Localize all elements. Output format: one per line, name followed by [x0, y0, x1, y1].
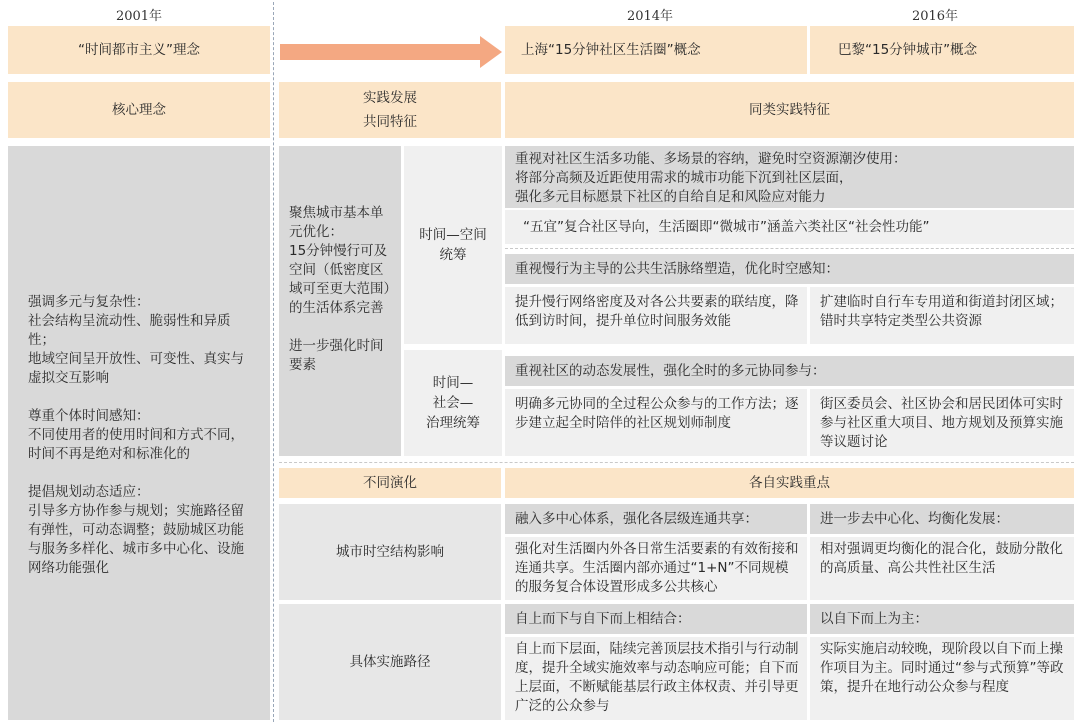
timeline-arrow-icon: [280, 36, 502, 68]
structure-impact-label-box: [279, 504, 501, 600]
practice-header: [279, 82, 501, 138]
slow-paris-box: 扩建临时自行车专用道和街道封闭区域；错时共享特定类型公共资源: [810, 287, 1074, 344]
ts-note-text: “五宜”复合社区导向，生活圈即“微城市”涵盖六类社区“社会性功能”: [523, 218, 930, 235]
slow-summary-text: 重视慢行为主导的公共生活脉络塑造，优化时空感知：: [515, 260, 839, 277]
dimension-time-society: 时间— 社会— 治理统筹: [404, 350, 502, 456]
year-2001: 2001年: [115, 9, 163, 24]
similar-features-header: [505, 82, 1074, 138]
practice-header-line2: 共同特征: [363, 114, 417, 130]
concept-paris-label: 巴黎“15分钟城市”概念: [838, 41, 978, 58]
year-2016: 2016年: [911, 9, 959, 24]
diff-evolution-label: 不同演化: [363, 474, 417, 491]
gov-paris-box: 街区委员会、社区协会和居民团体可实时参与社区重大项目、地方规划及预算实施等议题讨论: [810, 389, 1074, 456]
dimension-time-space: 时间—空间 统筹: [404, 146, 502, 344]
structure-impact-label: 城市时空结构影响: [336, 543, 444, 560]
path-paris-title: 以自下而上为主：: [820, 610, 928, 627]
own-focus-header: [505, 468, 1074, 498]
section-divider: [279, 462, 1074, 463]
concept-2001-box: [8, 26, 270, 74]
structure-shanghai-title-box: [505, 504, 807, 534]
concept-shanghai-box: [505, 26, 807, 74]
structure-paris-title: 进一步去中心化、均衡化发展：: [820, 510, 1009, 527]
slow-shanghai-box: 提升慢行网络密度及对各公共要素的联结度，降低到访时间，提升单位时间服务效能: [505, 287, 807, 344]
path-shanghai-title-box: [505, 604, 807, 634]
year-2014: 2014年: [626, 9, 674, 24]
gov-shanghai-box: 明确多元协同的全过程公众参与的工作方法；逐步建立起全时陪伴的社区规划师制度: [505, 389, 807, 456]
structure-paris-title-box: [810, 504, 1074, 534]
slow-summary-box: [505, 254, 1074, 284]
gov-summary-box: [505, 356, 1074, 386]
core-concept-panel: [8, 146, 270, 720]
path-paris-text: 实际实施启动较晚，现阶段以自下而上操作项目为主。同时通过“参与式预算”等政策，提升在地行动公众参与程度: [810, 637, 1074, 720]
structure-paris-text: 相对强调更均衡化的混合化，鼓励分散化的高质量、高公共性社区生活: [810, 537, 1074, 600]
path-paris-title-box: [810, 604, 1074, 634]
structure-shanghai-title: 融入多中心体系，强化各层级连通共享：: [515, 510, 758, 527]
timeline-divider: [273, 2, 274, 722]
concept-shanghai-label: 上海“15分钟社区生活圈”概念: [521, 41, 701, 58]
ts-summary-box: 重视对社区生活多功能、多场景的容纳，避免时空资源潮汐使用： 将部分高频及近距使用需求的城市功能下沉到社区层面， 强化多元目标愿景下社区的自给自足和风险应对能力: [505, 146, 1074, 208]
ts-divider: [505, 248, 1074, 249]
ts-note-box: [505, 210, 1074, 244]
path-shanghai-title: 自上而下与自下而上相结合：: [515, 610, 691, 627]
diff-evolution-header: [279, 468, 501, 498]
structure-shanghai-text: 强化对生活圈内外各日常生活要素的有效衔接和连通共享。生活圈内部亦通过“1+N”不同规模的服务复合体设置形成多公共核心: [505, 537, 807, 600]
path-label-box: [279, 604, 501, 720]
own-focus-label: 各自实践重点: [749, 474, 830, 491]
core-idea-header: [8, 82, 270, 138]
common-feature-text: 聚焦城市基本单元优化： 15分钟慢行可及空间（低密度区域可至更大范围）的生活体系完善 进一步强化时间要素: [289, 205, 391, 373]
practice-header-line1: 实践发展: [363, 90, 417, 106]
gov-summary-text: 重视社区的动态发展性，强化全时的多元协同参与：: [515, 362, 826, 379]
path-label: 具体实施路径: [349, 653, 431, 670]
concept-2001-label: “时间都市主义”理念: [78, 41, 200, 58]
common-feature-panel: [279, 146, 401, 456]
core-concept-text: 强调多元与复杂性： 社会结构呈流动性、脆弱性和异质性； 地域空间呈开放性、可变性、真实与虚拟交互影响 尊重个体时间感知： 不同使用者的使用时间和方式不同，时间不再是绝对和标准化的 提倡规划动态适应： 引导多方协作参与规划；实施路径留有弹性，可动态调整；鼓励城区功能与服务多样化、城市多中心化、设施网络功能强化: [28, 294, 244, 576]
concept-paris-box: [810, 26, 1074, 74]
similar-features-label: 同类实践特征: [749, 101, 830, 118]
path-shanghai-text: 自上而下层面，陆续完善顶层技术指引与行动制度，提升全域实施效率与动态响应可能；自下而上层面，不断赋能基层行政主体权责、并引导更广泛的公众参与: [505, 637, 807, 720]
core-idea-label: 核心理念: [112, 101, 166, 118]
